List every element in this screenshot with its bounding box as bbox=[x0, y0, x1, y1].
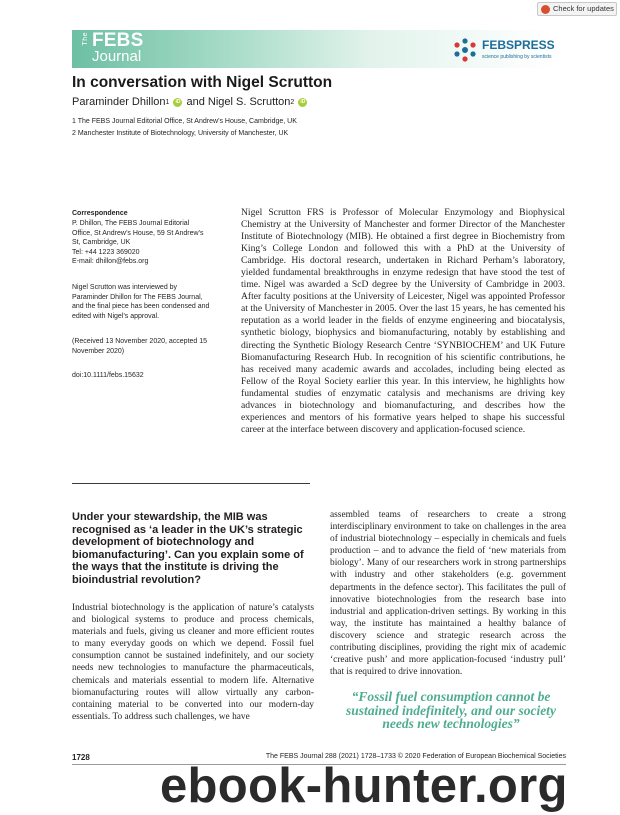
journal-logo-febs: FEBS bbox=[92, 30, 144, 51]
febs-press-logo-icon bbox=[451, 37, 479, 63]
correspondence-line: Office, St Andrew’s House, 59 St Andrew’s bbox=[72, 229, 204, 237]
footer-citation: The FEBS Journal 288 (2021) 1728–1733 © 2020 Federation of European Biochemical Societies bbox=[265, 753, 566, 760]
article-title: In conversation with Nigel Scrutton bbox=[72, 74, 333, 91]
orcid-icon[interactable]: iD bbox=[175, 98, 181, 105]
correspondence-heading: Correspondence bbox=[72, 210, 128, 217]
interview-note-line: Paraminder Dhillon for The FEBS Journal, bbox=[72, 293, 203, 301]
watermark: ebook-hunter.org bbox=[160, 759, 568, 813]
interview-note-line: edited with Nigel’s approval. bbox=[72, 312, 160, 320]
journal-logo-name: Journal bbox=[92, 48, 142, 65]
interview-note bbox=[72, 283, 232, 321]
correspondence-line: St, Cambridge, UK bbox=[72, 239, 131, 246]
correspondence-line: P. Dhillon, The FEBS Journal Editorial bbox=[72, 220, 190, 227]
doi-link[interactable]: doi:10.1111/febs.15632 bbox=[72, 372, 144, 379]
abstract-paragraph: Nigel Scrutton FRS is Professor of Molecular Enzymology and Biophysical Chemistry at the University of Manchester and former Director of the Manchester Institute of Biotechnology (MIB). He obtained a first degree in Biochemistry from King’s College London and followed this with a PhD at the University of Cambridge. His doctoral research, undertaken in Richard Perham’s laboratory, yielded fundamental breakthroughs in enzyme redesign that have stood the test of time. Nigel was awarded a ScD degree by the University of Cambridge in 2003. After faculty positions at the University of Leicester, Nigel was appointed Professor at the University of Manchester in 2005. Over the last 15 years, he has cemented his reputation as a world leader in the fields of enzyme engineering and biocatalysis, synthetic biology, biophysics and biomanufacturing, notably by establishing and directing the Synthetic Biology Research Centre ‘SYNBIOCHEM’ and UK Future Biomanufacturing Research Hub. In recognition of his scientific contributions, he has received many academic awards and accolades, including being elected as Fellow of the Royal Society earlier this year. In this interview, he highlights how fundamental studies of enzymatic catalysis and mechanisms are driving key advances in biotechnology and biomanufacturing, and describes how the experiences and mentors of his formative years helped to shape his successful career at the interface between discovery and application-focused science. bbox=[241, 207, 565, 435]
author-2-name[interactable]: Nigel S. Scrutton bbox=[207, 96, 291, 108]
correspondence-email[interactable]: E-mail: dhillon@febs.org bbox=[72, 258, 149, 265]
author-line bbox=[72, 96, 311, 108]
check-for-updates-label: Check for updates bbox=[553, 4, 614, 13]
check-for-updates-button[interactable] bbox=[537, 2, 617, 16]
author-1-sup: 1 bbox=[165, 98, 170, 106]
received-line: November 2020) bbox=[72, 347, 125, 355]
refresh-badge-icon bbox=[541, 5, 550, 14]
received-dates bbox=[72, 337, 232, 356]
received-line: (Received 13 November 2020, accepted 15 bbox=[72, 338, 208, 345]
answer-column-1: Industrial biotechnology is the application of nature’s catalysts and biological systems to produce and process chemicals, materials and fuels, giving us cleaner and more efficient routes to many everyday goods on which we depend. Fossil fuel consumption cannot be sustained indefinitely, and our society needs new technologies to manufacture the pharmaceuticals, chemicals and materials essential to modern life. Alternative biomanufacturing routes will allow virtually any carbon-containing material to be converted into our modern-day essentials. To address such challenges, we have bbox=[72, 603, 314, 722]
author-2-sup: 2 bbox=[290, 98, 295, 106]
febs-press-tagline: science publishing by scientists bbox=[482, 54, 552, 60]
page-number: 1728 bbox=[72, 753, 90, 762]
author-join: and bbox=[186, 96, 205, 108]
interview-note-line: and the final piece has been condensed and bbox=[72, 303, 210, 310]
pull-quote: “Fossil fuel consumption cannot be sustained indefinitely, and our society needs new technologies” bbox=[346, 689, 556, 731]
interview-note-line: Nigel Scrutton was interviewed by bbox=[72, 284, 178, 291]
author-1-name[interactable]: Paraminder Dhillon bbox=[72, 96, 166, 108]
orcid-icon[interactable]: iD bbox=[300, 98, 306, 105]
answer-column-2: assembled teams of researchers to create a strong interdisciplinary environment to take on challenges in the area of industrial biotechnology – especially in chemicals and fuels production – and to advance the field of ‘new materials from biology’. Many of our researchers work in strong partnerships with industry and other stakeholders (e.g. government departments in the defence sector). This facilitates the pull of innovative biotechnologies from the research base into industrial and application-driven settings. By working in this way, the institute has maintained a healthy balance of discovery science and strategic research across the contributing disciplines, providing the right mix of academic ‘creative push’ and more application-focused ‘industry pull’ that is required to drive innovation. bbox=[330, 510, 566, 678]
febs-press-name: FEBSPRESS bbox=[482, 38, 555, 52]
affiliation-1: 1 The FEBS Journal Editorial Office, St Andrew’s House, Cambridge, UK bbox=[72, 118, 297, 125]
journal-logo-the: The bbox=[82, 32, 89, 46]
correspondence-block bbox=[72, 219, 232, 267]
affiliation-2: 2 Manchester Institute of Biotechnology, University of Manchester, UK bbox=[72, 130, 289, 137]
section-divider bbox=[72, 483, 310, 484]
correspondence-phone: Tel: +44 1223 369020 bbox=[72, 248, 140, 256]
interview-question: Under your stewardship, the MIB was recognised as ‘a leader in the UK’s strategic development of biotechnology and biomanufacturing’. Can you explain some of the ways that the institute is driving the bioindustrial revolution? bbox=[72, 511, 304, 586]
